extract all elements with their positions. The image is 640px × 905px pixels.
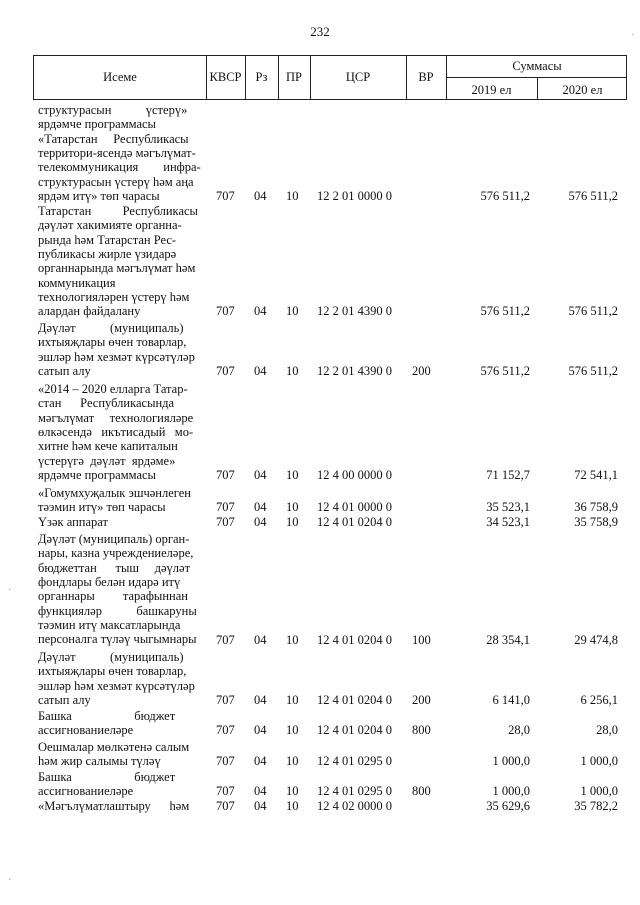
row-csr: 12 4 02 0000 0	[317, 799, 392, 813]
row-rz: 04	[254, 799, 267, 813]
row-pr: 10	[286, 693, 299, 707]
row-sum-2019: 35 523,1	[486, 500, 530, 514]
row-rz: 04	[254, 189, 267, 203]
row-name: Дәүләт (муниципаль) орган- нары, казна учреждениеләре, бюджеттан тыш дәүләт фондлары белән идарә итү органнары тарафыннан функцияләр башкаруны тәэмин итү максатларында персоналга түләү чыгымнары	[38, 532, 197, 647]
scan-mark: ·	[631, 30, 635, 41]
row-csr: 12 2 01 0000 0	[317, 189, 392, 203]
row-name: структурасын үстерү» ярдәмче программасы «Татарстан Республикасы территори-ясендә мәгълүмат- телекоммуникация инфра- структурасын үстерү һәм аңа ярдәм итү» төп чарасы	[38, 103, 201, 204]
header-sums: Суммасы	[512, 59, 562, 73]
row-sum-2019: 35 629,6	[486, 799, 530, 813]
row-rz: 04	[254, 633, 267, 647]
row-pr: 10	[286, 468, 299, 482]
row-name: Үзәк аппарат	[38, 515, 108, 529]
row-name: Башка бюджет ассигнованиеләре	[38, 770, 176, 799]
row-rz: 04	[254, 364, 267, 378]
row-sum-2019: 1 000,0	[492, 754, 530, 768]
row-sum-2020: 72 541,1	[574, 468, 618, 482]
row-sum-2020: 35 782,2	[574, 799, 618, 813]
row-csr: 12 4 01 0204 0	[317, 693, 392, 707]
row-kvsr: 707	[216, 189, 235, 203]
page-number: 232	[310, 24, 330, 39]
row-vr: 100	[412, 633, 431, 647]
row-vr: 800	[412, 723, 431, 737]
row-sum-2020: 28,0	[596, 723, 618, 737]
row-pr: 10	[286, 633, 299, 647]
table-header	[33, 55, 627, 100]
row-pr: 10	[286, 799, 299, 813]
row-rz: 04	[254, 754, 267, 768]
row-kvsr: 707	[216, 799, 235, 813]
row-kvsr: 707	[216, 723, 235, 737]
row-pr: 10	[286, 784, 299, 798]
header-year-2019: 2019 ел	[471, 83, 512, 97]
row-sum-2019: 576 511,2	[480, 189, 530, 203]
row-csr: 12 2 01 4390 0	[317, 304, 392, 318]
row-pr: 10	[286, 364, 299, 378]
row-rz: 04	[254, 500, 267, 514]
row-rz: 04	[254, 515, 267, 529]
row-rz: 04	[254, 304, 267, 318]
row-name: «Мәгълүматлаштыру һәм	[38, 799, 190, 813]
row-csr: 12 4 01 0000 0	[317, 500, 392, 514]
header-kvsr: КВСР	[209, 70, 242, 84]
row-sum-2019: 1 000,0	[492, 784, 530, 798]
row-csr: 12 4 01 0204 0	[317, 723, 392, 737]
row-csr: 12 4 01 0204 0	[317, 515, 392, 529]
row-kvsr: 707	[216, 515, 235, 529]
row-name: Башка бюджет ассигнованиеләре	[38, 709, 176, 738]
row-kvsr: 707	[216, 468, 235, 482]
row-vr: 200	[412, 364, 431, 378]
row-pr: 10	[286, 304, 299, 318]
row-name: «2014 – 2020 елларга Татар- стан Республикасында мәгълүмат технологияләре өлкәсендә икътисадый мо- хитне һәм кече капиталын үстерүгә дәүләт ярдәме» ярдәмче программасы	[38, 382, 194, 483]
header-rz: Рз	[255, 70, 268, 84]
row-pr: 10	[286, 500, 299, 514]
row-csr: 12 4 01 0204 0	[317, 633, 392, 647]
row-sum-2019: 71 152,7	[486, 468, 530, 482]
scan-mark: ·	[8, 585, 12, 596]
row-csr: 12 4 00 0000 0	[317, 468, 392, 482]
header-pr: ПР	[286, 70, 302, 84]
row-rz: 04	[254, 468, 267, 482]
row-name: Дәүләт (муниципаль) ихтыяҗлары өчен товарлар, эшләр һәм хезмәт күрсәтүләр сатып алу	[38, 321, 195, 379]
row-sum-2020: 1 000,0	[580, 784, 618, 798]
row-sum-2019: 576 511,2	[480, 304, 530, 318]
row-name: Оешмалар мөлкәтенә салым һәм жир салымы түләү	[38, 740, 190, 769]
row-rz: 04	[254, 693, 267, 707]
row-sum-2019: 28 354,1	[486, 633, 530, 647]
row-pr: 10	[286, 189, 299, 203]
row-sum-2020: 6 256,1	[580, 693, 618, 707]
row-sum-2020: 36 758,9	[574, 500, 618, 514]
header-vr: ВР	[418, 70, 434, 84]
row-sum-2019: 6 141,0	[492, 693, 530, 707]
row-pr: 10	[286, 754, 299, 768]
row-name: Татарстан Республикасы дәүләт хакимияте органна- рында һәм Татарстан Рес- публикасы жирле үзидарә органнарында мәгълүмат һәм коммуникация технологияләрен үстерү һәм алардан файдалану	[38, 204, 198, 319]
row-sum-2020: 35 758,9	[574, 515, 618, 529]
row-kvsr: 707	[216, 500, 235, 514]
row-csr: 12 4 01 0295 0	[317, 754, 392, 768]
row-pr: 10	[286, 515, 299, 529]
row-sum-2019: 576 511,2	[480, 364, 530, 378]
row-pr: 10	[286, 723, 299, 737]
row-kvsr: 707	[216, 693, 235, 707]
scan-mark: ·	[8, 875, 12, 886]
row-sum-2020: 29 474,8	[574, 633, 618, 647]
row-vr: 800	[412, 784, 431, 798]
row-kvsr: 707	[216, 304, 235, 318]
row-sum-2020: 576 511,2	[568, 364, 618, 378]
header-csr: ЦСР	[345, 70, 371, 84]
row-kvsr: 707	[216, 364, 235, 378]
header-year-2020: 2020 ел	[562, 83, 603, 97]
row-sum-2020: 576 511,2	[568, 189, 618, 203]
row-sum-2019: 28,0	[508, 723, 530, 737]
row-kvsr: 707	[216, 754, 235, 768]
row-kvsr: 707	[216, 633, 235, 647]
header-name: Исеме	[103, 70, 137, 84]
row-rz: 04	[254, 723, 267, 737]
row-name: Дәүләт (муниципаль) ихтыяҗлары өчен товарлар, эшләр һәм хезмәт күрсәтүләр сатып алу	[38, 650, 195, 708]
row-sum-2019: 34 523,1	[486, 515, 530, 529]
row-sum-2020: 1 000,0	[580, 754, 618, 768]
row-name: «Гомумхуҗалык эшчәнлеген тәэмин итү» төп чарасы	[38, 486, 191, 515]
row-csr: 12 4 01 0295 0	[317, 784, 392, 798]
row-vr: 200	[412, 693, 431, 707]
row-csr: 12 2 01 4390 0	[317, 364, 392, 378]
row-rz: 04	[254, 784, 267, 798]
row-kvsr: 707	[216, 784, 235, 798]
row-sum-2020: 576 511,2	[568, 304, 618, 318]
